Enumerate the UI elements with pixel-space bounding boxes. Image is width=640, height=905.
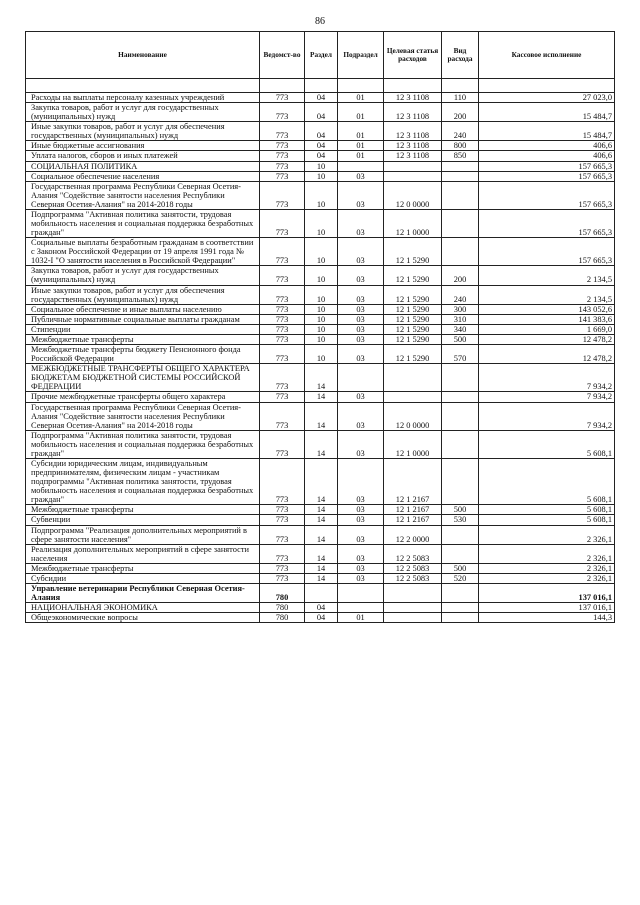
- cell-target-article: 12 1 5290: [384, 266, 442, 285]
- cell-podrazdel: 03: [338, 266, 384, 285]
- cell-razdel: 04: [305, 613, 338, 623]
- cell-name: Иные закупки товаров, работ и услуг для обеспечения государственных (муниципальных) нужд: [26, 285, 260, 304]
- cell-name: Социальное обеспечение населения: [26, 171, 260, 181]
- table-row: [26, 392, 615, 402]
- cell-name: МЕЖБЮДЖЕТНЫЕ ТРАНСФЕРТЫ ОБЩЕГО ХАРАКТЕРА БЮДЖЕТАМ БЮДЖЕТНОЙ СИСТЕМЫ РОССИЙСКОЙ ФЕДЕРАЦИИ: [26, 364, 260, 392]
- cell-name: Реализация дополнительных мероприятий в сфере занятости населения: [26, 544, 260, 563]
- cell-expense-type: 300: [442, 304, 479, 314]
- cell-name: Иные бюджетные ассигнования: [26, 141, 260, 151]
- cell-razdel: 10: [305, 314, 338, 324]
- cell-cash-execution: 12 478,2: [479, 334, 615, 344]
- cell-name: Закупка товаров, работ и услуг для государственных (муниципальных) нужд: [26, 266, 260, 285]
- cell-podrazdel: 03: [338, 525, 384, 544]
- cell-expense-type: 500: [442, 563, 479, 573]
- cell-name: Межбюджетные трансферты бюджету Пенсионного фонда Российской Федерации: [26, 345, 260, 364]
- table-row: [26, 525, 615, 544]
- table-row: [26, 402, 615, 430]
- cell-expense-type: 500: [442, 334, 479, 344]
- cell-target-article: 12 3 1108: [384, 141, 442, 151]
- cell-target-article: 12 1 5290: [384, 334, 442, 344]
- cell-target-article: 12 1 5290: [384, 238, 442, 266]
- cell-expense-type: 240: [442, 122, 479, 141]
- cell-vedomstvo: 773: [260, 392, 305, 402]
- cell-podrazdel: [338, 364, 384, 392]
- cell-razdel: 10: [305, 181, 338, 209]
- cell-expense-type: 340: [442, 324, 479, 334]
- cell-name: Управление ветеринарии Республики Северная Осетия-Алания: [26, 583, 260, 602]
- cell-target-article: [384, 161, 442, 171]
- table-row: [26, 161, 615, 171]
- cell-razdel: 10: [305, 324, 338, 334]
- cell-target-article: [384, 613, 442, 623]
- cell-podrazdel: 03: [338, 314, 384, 324]
- cell-name: Субвенции: [26, 515, 260, 525]
- cell-name: Публичные нормативные социальные выплаты гражданам: [26, 314, 260, 324]
- table-row: [26, 563, 615, 573]
- cell-name: Социальное обеспечение и иные выплаты населению: [26, 304, 260, 314]
- cell-expense-type: 200: [442, 103, 479, 122]
- cell-target-article: 12 2 5083: [384, 544, 442, 563]
- cell-razdel: 14: [305, 563, 338, 573]
- table-row: [26, 93, 615, 103]
- cell-target-article: 12 0 0000: [384, 181, 442, 209]
- cell-vedomstvo: 773: [260, 515, 305, 525]
- table-row: [26, 238, 615, 266]
- cell-name: Расходы на выплаты персоналу казенных учреждений: [26, 93, 260, 103]
- table-row: [26, 122, 615, 141]
- cell-target-article: 12 1 5290: [384, 285, 442, 304]
- table-row: [26, 103, 615, 122]
- table-row: [26, 515, 615, 525]
- cell-name: НАЦИОНАЛЬНАЯ ЭКОНОМИКА: [26, 603, 260, 613]
- cell-target-article: 12 2 5083: [384, 563, 442, 573]
- table-row: [26, 505, 615, 515]
- cell-target-article: 12 1 2167: [384, 505, 442, 515]
- table-row: [26, 458, 615, 504]
- cell-vedomstvo: 773: [260, 151, 305, 161]
- cell-razdel: 04: [305, 122, 338, 141]
- cell-name: Государственная программа Республики Северная Осетия-Алания "Содействие занятости населения Республики Северная Осетия-Алания" на 2014-2018 годы: [26, 402, 260, 430]
- cell-name: Стипендии: [26, 324, 260, 334]
- cell-cash-execution: 157 665,3: [479, 238, 615, 266]
- cell-name: Межбюджетные трансферты: [26, 334, 260, 344]
- cell-target-article: 12 1 5290: [384, 324, 442, 334]
- cell-vedomstvo: 773: [260, 505, 305, 515]
- table-row: [26, 430, 615, 458]
- page-number: 86: [315, 16, 325, 27]
- table-row: [26, 141, 615, 151]
- cell-razdel: 10: [305, 171, 338, 181]
- cell-cash-execution: 157 665,3: [479, 181, 615, 209]
- cell-vedomstvo: 773: [260, 573, 305, 583]
- cell-razdel: 10: [305, 285, 338, 304]
- cell-podrazdel: 03: [338, 324, 384, 334]
- table-row: [26, 285, 615, 304]
- cell-podrazdel: 03: [338, 334, 384, 344]
- table-row: [26, 334, 615, 344]
- cell-podrazdel: 01: [338, 93, 384, 103]
- cell-podrazdel: 03: [338, 304, 384, 314]
- cell-name: Иные закупки товаров, работ и услуг для обеспечения государственных (муниципальных) нужд: [26, 122, 260, 141]
- cell-podrazdel: 03: [338, 515, 384, 525]
- cell-name: Общеэкономические вопросы: [26, 613, 260, 623]
- cell-target-article: 12 2 5083: [384, 573, 442, 583]
- col-header-name: Наименование: [26, 32, 260, 79]
- cell-vedomstvo: 773: [260, 314, 305, 324]
- cell-cash-execution: 2 326,1: [479, 525, 615, 544]
- table-row: [26, 345, 615, 364]
- budget-execution-table: [25, 31, 615, 623]
- cell-vedomstvo: 773: [260, 209, 305, 237]
- cell-cash-execution: 2 134,5: [479, 266, 615, 285]
- col-header-cash-execution: Кассовое исполнение: [479, 32, 615, 79]
- cell-expense-type: [442, 392, 479, 402]
- cell-razdel: 10: [305, 238, 338, 266]
- table-row: [26, 304, 615, 314]
- cell-vedomstvo: 773: [260, 402, 305, 430]
- cell-podrazdel: 03: [338, 238, 384, 266]
- cell-razdel: 14: [305, 458, 338, 504]
- cell-expense-type: [442, 613, 479, 623]
- cell-cash-execution: 2 326,1: [479, 563, 615, 573]
- cell-razdel: 10: [305, 266, 338, 285]
- cell-razdel: 14: [305, 505, 338, 515]
- table-row: [26, 603, 615, 613]
- cell-razdel: 14: [305, 392, 338, 402]
- cell-expense-type: [442, 364, 479, 392]
- cell-podrazdel: 03: [338, 392, 384, 402]
- col-header-target-article: Целевая статья расходов: [384, 32, 442, 79]
- cell-podrazdel: 01: [338, 141, 384, 151]
- cell-expense-type: 530: [442, 515, 479, 525]
- cell-cash-execution: 7 934,2: [479, 402, 615, 430]
- cell-razdel: 10: [305, 304, 338, 314]
- cell-cash-execution: 141 383,6: [479, 314, 615, 324]
- cell-podrazdel: [338, 603, 384, 613]
- cell-podrazdel: 01: [338, 151, 384, 161]
- cell-expense-type: 240: [442, 285, 479, 304]
- cell-target-article: 12 1 5290: [384, 304, 442, 314]
- cell-cash-execution: 5 608,1: [479, 430, 615, 458]
- cell-name: Межбюджетные трансферты: [26, 505, 260, 515]
- cell-name: Подпрограмма "Активная политика занятости, трудовая мобильность населения и социальная поддержка безработных граждан": [26, 430, 260, 458]
- cell-expense-type: [442, 238, 479, 266]
- cell-vedomstvo: 773: [260, 334, 305, 344]
- cell-target-article: 12 1 2167: [384, 515, 442, 525]
- cell-vedomstvo: 773: [260, 171, 305, 181]
- cell-expense-type: 110: [442, 93, 479, 103]
- cell-name: Уплата налогов, сборов и иных платежей: [26, 151, 260, 161]
- cell-podrazdel: 03: [338, 171, 384, 181]
- cell-target-article: 12 3 1108: [384, 93, 442, 103]
- cell-cash-execution: 137 016,1: [479, 583, 615, 602]
- cell-target-article: 12 3 1108: [384, 151, 442, 161]
- cell-cash-execution: 157 665,3: [479, 171, 615, 181]
- cell-vedomstvo: 773: [260, 141, 305, 151]
- cell-expense-type: [442, 544, 479, 563]
- cell-cash-execution: 2 326,1: [479, 573, 615, 583]
- cell-cash-execution: 7 934,2: [479, 364, 615, 392]
- cell-cash-execution: 144,3: [479, 613, 615, 623]
- cell-podrazdel: 03: [338, 573, 384, 583]
- cell-name: Подпрограмма "Реализация дополнительных мероприятий в сфере занятости населения": [26, 525, 260, 544]
- table-row: [26, 573, 615, 583]
- cell-podrazdel: 03: [338, 544, 384, 563]
- cell-expense-type: [442, 402, 479, 430]
- cell-target-article: 12 1 2167: [384, 458, 442, 504]
- cell-target-article: [384, 392, 442, 402]
- cell-vedomstvo: 773: [260, 304, 305, 314]
- cell-vedomstvo: 780: [260, 603, 305, 613]
- table-row: [26, 324, 615, 334]
- cell-razdel: 14: [305, 430, 338, 458]
- cell-vedomstvo: 773: [260, 266, 305, 285]
- cell-razdel: 10: [305, 334, 338, 344]
- table-row: [26, 266, 615, 285]
- cell-cash-execution: 15 484,7: [479, 122, 615, 141]
- cell-vedomstvo: 773: [260, 93, 305, 103]
- cell-name: Субсидии: [26, 573, 260, 583]
- cell-name: Государственная программа Республики Северная Осетия-Алания "Содействие занятости населения Республики Северная Осетия-Алания" на 2014-2018 годы: [26, 181, 260, 209]
- cell-cash-execution: 7 934,2: [479, 392, 615, 402]
- col-header-expense-type: Вид расхода: [442, 32, 479, 79]
- cell-razdel: 10: [305, 209, 338, 237]
- cell-cash-execution: 143 052,6: [479, 304, 615, 314]
- col-header-podrazdel: Подраздел: [338, 32, 384, 79]
- cell-vedomstvo: 773: [260, 544, 305, 563]
- cell-podrazdel: 03: [338, 505, 384, 515]
- cell-vedomstvo: 773: [260, 345, 305, 364]
- cell-vedomstvo: 773: [260, 324, 305, 334]
- cell-target-article: 12 1 5290: [384, 314, 442, 324]
- table-row: [26, 171, 615, 181]
- col-header-razdel: Раздел: [305, 32, 338, 79]
- cell-cash-execution: 2 326,1: [479, 544, 615, 563]
- cell-vedomstvo: 773: [260, 238, 305, 266]
- cell-target-article: [384, 603, 442, 613]
- cell-razdel: 14: [305, 525, 338, 544]
- cell-name: Прочие межбюджетные трансферты общего характера: [26, 392, 260, 402]
- cell-target-article: [384, 364, 442, 392]
- cell-cash-execution: 157 665,3: [479, 161, 615, 171]
- cell-cash-execution: 27 023,0: [479, 93, 615, 103]
- cell-expense-type: 520: [442, 573, 479, 583]
- cell-expense-type: [442, 525, 479, 544]
- cell-name: Социальные выплаты безработным гражданам в соответствии с Законом Российской Федерации от 19 апреля 1991 года № 1032-I "О занятости населения в Российской Федерации": [26, 238, 260, 266]
- cell-target-article: 12 1 0000: [384, 430, 442, 458]
- cell-cash-execution: 406,6: [479, 141, 615, 151]
- table-header-row: [26, 32, 615, 79]
- cell-vedomstvo: 773: [260, 525, 305, 544]
- cell-razdel: 14: [305, 515, 338, 525]
- cell-podrazdel: [338, 161, 384, 171]
- cell-expense-type: [442, 430, 479, 458]
- cell-razdel: 14: [305, 544, 338, 563]
- table-row: [26, 364, 615, 392]
- cell-cash-execution: 2 134,5: [479, 285, 615, 304]
- cell-expense-type: [442, 458, 479, 504]
- cell-name: Закупка товаров, работ и услуг для государственных (муниципальных) нужд: [26, 103, 260, 122]
- cell-cash-execution: 406,6: [479, 151, 615, 161]
- cell-vedomstvo: 773: [260, 161, 305, 171]
- cell-expense-type: [442, 583, 479, 602]
- cell-expense-type: [442, 181, 479, 209]
- cell-podrazdel: 03: [338, 345, 384, 364]
- cell-target-article: 12 1 5290: [384, 345, 442, 364]
- table-row: [26, 583, 615, 602]
- cell-vedomstvo: 773: [260, 364, 305, 392]
- cell-vedomstvo: 773: [260, 122, 305, 141]
- cell-target-article: [384, 583, 442, 602]
- table-body: [26, 93, 615, 623]
- cell-razdel: [305, 583, 338, 602]
- cell-cash-execution: 5 608,1: [479, 515, 615, 525]
- cell-target-article: 12 3 1108: [384, 103, 442, 122]
- cell-razdel: 14: [305, 573, 338, 583]
- cell-expense-type: 200: [442, 266, 479, 285]
- cell-cash-execution: 1 669,0: [479, 324, 615, 334]
- cell-razdel: 04: [305, 603, 338, 613]
- cell-podrazdel: 03: [338, 402, 384, 430]
- cell-name: Межбюджетные трансферты: [26, 563, 260, 573]
- cell-cash-execution: 137 016,1: [479, 603, 615, 613]
- cell-vedomstvo: 780: [260, 583, 305, 602]
- cell-razdel: 04: [305, 103, 338, 122]
- cell-vedomstvo: 773: [260, 430, 305, 458]
- cell-podrazdel: 03: [338, 458, 384, 504]
- cell-razdel: 10: [305, 161, 338, 171]
- table-row: [26, 613, 615, 623]
- cell-razdel: 14: [305, 364, 338, 392]
- cell-target-article: 12 3 1108: [384, 122, 442, 141]
- cell-vedomstvo: 780: [260, 613, 305, 623]
- cell-podrazdel: 03: [338, 285, 384, 304]
- cell-expense-type: 310: [442, 314, 479, 324]
- cell-vedomstvo: 773: [260, 458, 305, 504]
- cell-podrazdel: 03: [338, 563, 384, 573]
- cell-razdel: 04: [305, 141, 338, 151]
- cell-name: Субсидии юридическим лицам, индивидуальным предпринимателям, физическим лицам - участникам подпрограммы "Активная политика занятости, трудовая мобильность населения и социальная поддержка безработных граждан": [26, 458, 260, 504]
- col-header-vedomstvo: Ведомст-во: [260, 32, 305, 79]
- cell-expense-type: 800: [442, 141, 479, 151]
- cell-razdel: 10: [305, 345, 338, 364]
- cell-name: СОЦИАЛЬНАЯ ПОЛИТИКА: [26, 161, 260, 171]
- cell-expense-type: [442, 161, 479, 171]
- cell-cash-execution: 5 608,1: [479, 505, 615, 515]
- cell-expense-type: 500: [442, 505, 479, 515]
- cell-cash-execution: 12 478,2: [479, 345, 615, 364]
- cell-target-article: 12 2 0000: [384, 525, 442, 544]
- cell-expense-type: [442, 603, 479, 613]
- cell-target-article: 12 0 0000: [384, 402, 442, 430]
- cell-expense-type: [442, 171, 479, 181]
- cell-razdel: 04: [305, 93, 338, 103]
- cell-podrazdel: 03: [338, 209, 384, 237]
- header-spacer-row: [26, 79, 615, 93]
- cell-podrazdel: 01: [338, 613, 384, 623]
- cell-vedomstvo: 773: [260, 285, 305, 304]
- cell-vedomstvo: 773: [260, 563, 305, 573]
- table-row: [26, 181, 615, 209]
- cell-expense-type: 850: [442, 151, 479, 161]
- cell-podrazdel: 03: [338, 181, 384, 209]
- cell-cash-execution: 157 665,3: [479, 209, 615, 237]
- table-row: [26, 151, 615, 161]
- cell-target-article: [384, 171, 442, 181]
- cell-vedomstvo: 773: [260, 103, 305, 122]
- table-row: [26, 544, 615, 563]
- cell-name: Подпрограмма "Активная политика занятости, трудовая мобильность населения и социальная поддержка безработных граждан": [26, 209, 260, 237]
- cell-podrazdel: [338, 583, 384, 602]
- cell-cash-execution: 15 484,7: [479, 103, 615, 122]
- cell-expense-type: [442, 209, 479, 237]
- cell-target-article: 12 1 0000: [384, 209, 442, 237]
- cell-podrazdel: 03: [338, 430, 384, 458]
- cell-cash-execution: 5 608,1: [479, 458, 615, 504]
- cell-razdel: 04: [305, 151, 338, 161]
- cell-podrazdel: 01: [338, 122, 384, 141]
- table-row: [26, 209, 615, 237]
- table-row: [26, 314, 615, 324]
- cell-expense-type: 570: [442, 345, 479, 364]
- cell-vedomstvo: 773: [260, 181, 305, 209]
- cell-podrazdel: 01: [338, 103, 384, 122]
- cell-razdel: 14: [305, 402, 338, 430]
